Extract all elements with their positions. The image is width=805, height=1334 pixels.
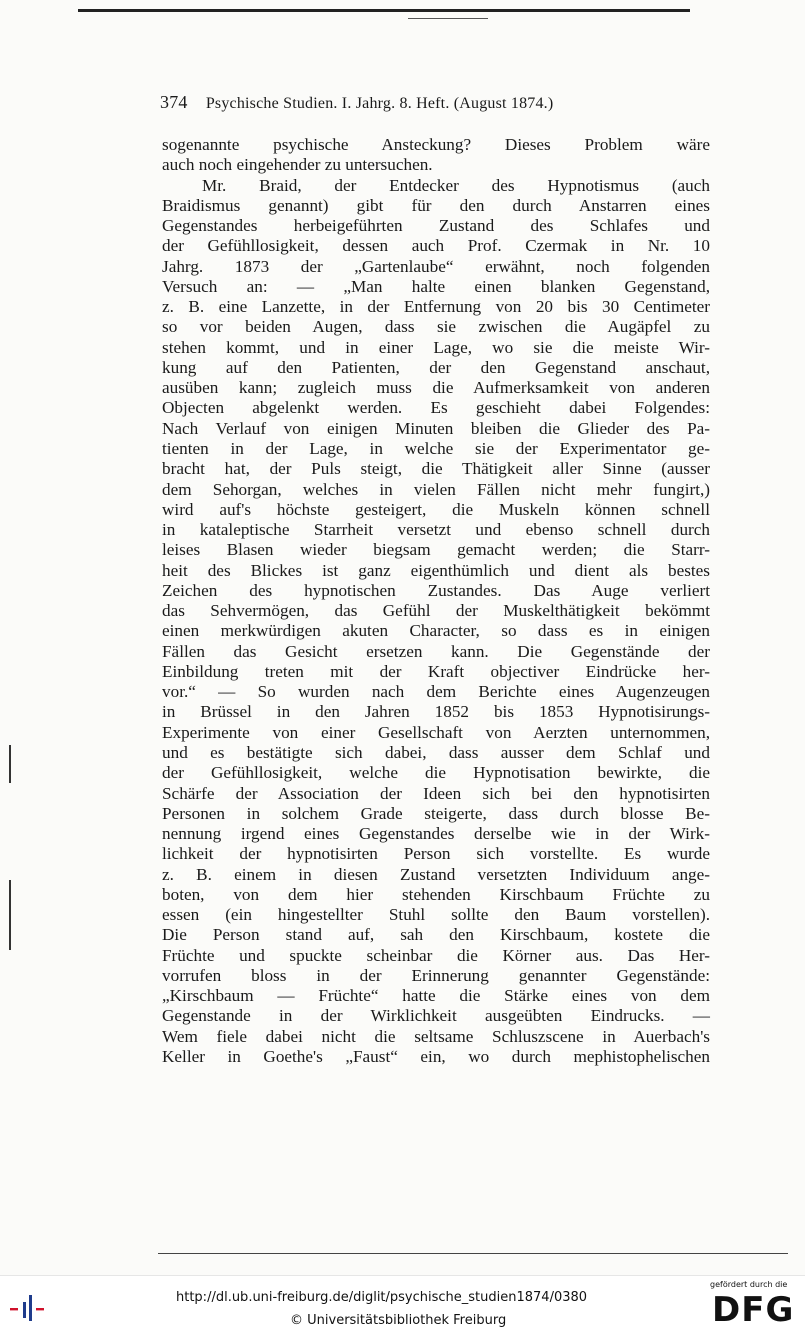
margin-mark [9, 745, 11, 783]
text-line: der Gefühllosigkeit, dessen auch Prof. Czermak in Nr. 10 [162, 236, 710, 256]
text-line: kung auf den Patienten, der den Gegenstand anschaut, [162, 357, 710, 377]
text-line: nennung irgend eines Gegenstandes derselbe wie in der Wirk- [162, 824, 710, 844]
text-line: Versuch an: — „Man halte einen blanken Gegenstand, [162, 276, 710, 296]
text-line: ausüben kann; zugleich muss die Aufmerksamkeit von anderen [162, 378, 710, 398]
text-line: wird auf's höchste gesteigert, die Muskeln können schnell [162, 499, 710, 519]
text-line: vorrufen bloss in der Erinnerung genannter Gegenstände: [162, 965, 710, 985]
text-line: Jahrg. 1873 der „Gartenlaube“ erwähnt, noch folgenden [162, 256, 710, 276]
text-line: vor.“ — So wurden nach dem Berichte eines Augenzeugen [162, 682, 710, 702]
text-line: Experimente von einer Gesellschaft von Aerzten unternommen, [162, 722, 710, 742]
body-text [162, 135, 710, 1067]
text-line: Nach Verlauf von einigen Minuten bleiben die Glieder des Pa- [162, 418, 710, 438]
text-line: Früchte und spuckte scheinbar die Körner aus. Das Her- [162, 945, 710, 965]
digital-library-logo-icon [8, 1286, 48, 1326]
text-line: sogenannte psychische Ansteckung? Dieses Problem wäre [162, 135, 710, 154]
text-line: tienten in der Lage, in welche sie der Experimentator ge- [162, 438, 710, 458]
text-line: Personen in solchem Grade steigerte, dass durch blosse Be- [162, 803, 710, 823]
page-number: 374 [160, 92, 188, 112]
text-line: essen (ein hingestellter Stuhl sollte den Baum vorstellen). [162, 905, 710, 925]
text-line: bracht hat, der Puls steigt, die Thätigkeit aller Sinne (ausser [162, 459, 710, 479]
text-line: der Gefühllosigkeit, welche die Hypnotisation bewirkte, die [162, 763, 710, 783]
text-line: Braidismus genannt) gibt für den durch Anstarren eines [162, 195, 710, 215]
margin-mark [9, 880, 11, 950]
text-line: Einbildung treten mit der Kraft objectiver Eindrücke her- [162, 661, 710, 681]
text-line: Fällen das Gesicht ersetzen kann. Die Gegenstände der [162, 641, 710, 661]
funding-note: gefördert durch die [710, 1280, 788, 1289]
text-line: Keller in Goethe's „Faust“ ein, wo durch mephistophelischen [162, 1046, 710, 1066]
text-line: Schärfe der Association der Ideen sich bei den hypnotisirten [162, 783, 710, 803]
running-title: Psychische Studien. I. Jahrg. 8. Heft. (August 1874.) [205, 95, 554, 112]
text-line: boten, von dem hier stehenden Kirschbaum Früchte zu [162, 884, 710, 904]
text-line: z. B. einem in diesen Zustand versetzten Individuum ange- [162, 864, 710, 884]
dfg-logo: DFG [712, 1290, 795, 1330]
copyright-text: © Universitätsbibliothek Freiburg [290, 1313, 507, 1328]
text-line: und es bestätigte sich dabei, dass ausser dem Schlaf und [162, 742, 710, 762]
text-line: in kataleptische Starrheit versetzt und ebenso schnell durch [162, 520, 710, 540]
text-line: in Brüssel in den Jahren 1852 bis 1853 Hypnotisirungs- [162, 702, 710, 722]
top-rule [78, 9, 690, 12]
text-line: leises Blasen wieder biegsam gemacht werden; die Starr- [162, 540, 710, 560]
text-line: lichkeit der hypnotisirten Person sich vorstellte. Es wurde [162, 844, 710, 864]
text-line: dem Sehorgan, welches in vielen Fällen nicht mehr fungirt,) [162, 479, 710, 499]
text-line: auch noch eingehender zu untersuchen. [162, 155, 433, 175]
text-line: einen merkwürdigen akuten Character, so dass es in einigen [162, 621, 710, 641]
text-line: Wem fiele dabei nicht die seltsame Schluszscene in Auerbach's [162, 1026, 710, 1046]
text-line: Gegenstande in der Wirklichkeit ausgeübten Eindrucks. — [162, 1006, 710, 1026]
top-rule-short [408, 18, 488, 19]
text-line: Die Person stand auf, sah den Kirschbaum, kostete die [162, 925, 710, 945]
source-url-link[interactable]: http://dl.ub.uni-freiburg.de/diglit/psychische_studien1874/0380 [176, 1290, 588, 1305]
text-line: z. B. eine Lanzette, in der Entfernung von 20 bis 30 Centimeter [162, 297, 710, 317]
text-line: Gegenstandes herbeigeführten Zustand des Schlafes und [162, 216, 710, 236]
text-line: Objecten abgelenkt werden. Es geschieht dabei Folgendes: [162, 398, 710, 418]
text-line: stehen kommt, und in einer Lage, wo sie die meiste Wir- [162, 337, 710, 357]
text-line: Zeichen des hypnotischen Zustandes. Das Auge verliert [162, 580, 710, 600]
viewer-footer [0, 1275, 805, 1334]
text-line: so vor beiden Augen, dass sie zwischen die Augäpfel zu [162, 317, 710, 337]
text-line: Mr. Braid, der Entdecker des Hypnotismus (auch [202, 175, 710, 195]
text-line: das Sehvermögen, das Gefühl der Muskelthätigkeit bekömmt [162, 601, 710, 621]
text-line: heit des Blickes ist ganz eigenthümlich und dient als bestes [162, 560, 710, 580]
text-line: „Kirschbaum — Früchte“ hatte die Stärke eines von dem [162, 986, 710, 1006]
bottom-rule [158, 1253, 788, 1254]
running-header [160, 92, 715, 113]
